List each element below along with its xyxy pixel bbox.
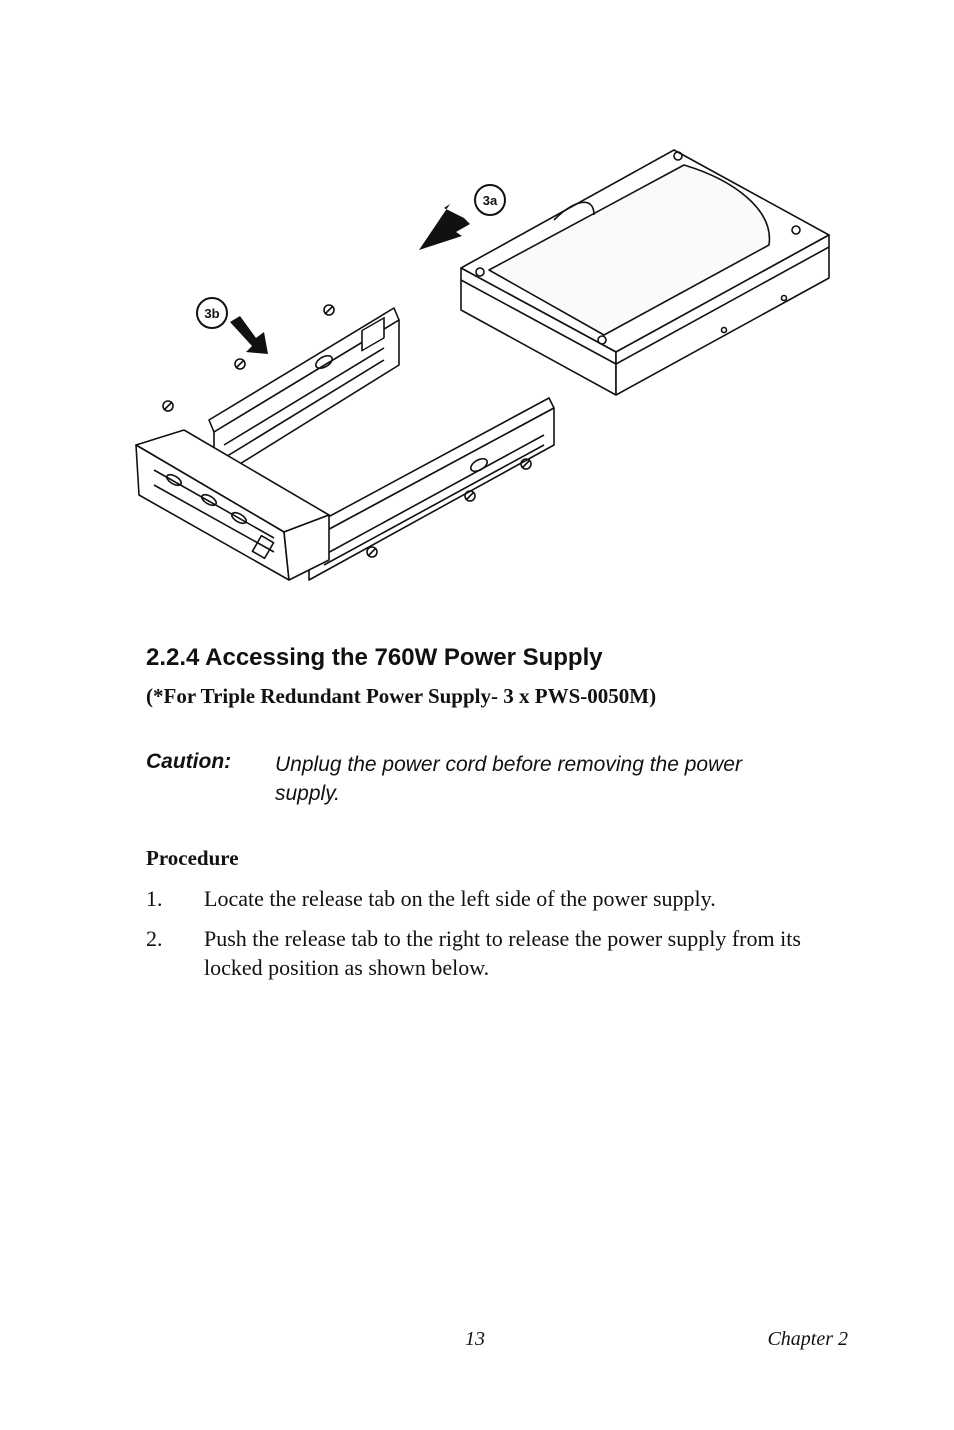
chapter-label: Chapter 2 <box>767 1328 848 1350</box>
procedure-step <box>146 924 856 982</box>
step-number: 2. <box>146 926 163 951</box>
callout-3b-label: 3b <box>204 306 220 321</box>
arrow-3a-icon <box>419 204 470 250</box>
arrow-3b-icon <box>230 316 268 354</box>
drive-tray-illustration <box>124 140 832 582</box>
section-subtitle: (*For Triple Redundant Power Supply- 3 x PWS-0050M) <box>146 684 657 708</box>
page-number: 13 <box>465 1328 485 1350</box>
procedure-step <box>146 884 856 913</box>
callout-3a <box>475 185 505 215</box>
callout-3a-label: 3a <box>482 193 498 208</box>
callout-3b <box>197 298 227 328</box>
hard-disk-drive <box>461 150 829 395</box>
step-text: Push the release tab to the right to release the power supply from its locked position as shown below. <box>204 926 801 980</box>
procedure-heading: Procedure <box>146 846 239 870</box>
drive-carrier-tray <box>136 308 554 580</box>
caution-text: Unplug the power cord before removing the power supply. <box>275 753 742 805</box>
drive-tray-drawing <box>124 140 832 582</box>
caution-label: Caution: <box>146 750 232 773</box>
section-title: 2.2.4 Accessing the 760W Power Supply <box>146 644 603 671</box>
step-number: 1. <box>146 886 163 911</box>
step-text: Locate the release tab on the left side of the power supply. <box>204 886 716 911</box>
procedure-steps <box>146 884 856 993</box>
